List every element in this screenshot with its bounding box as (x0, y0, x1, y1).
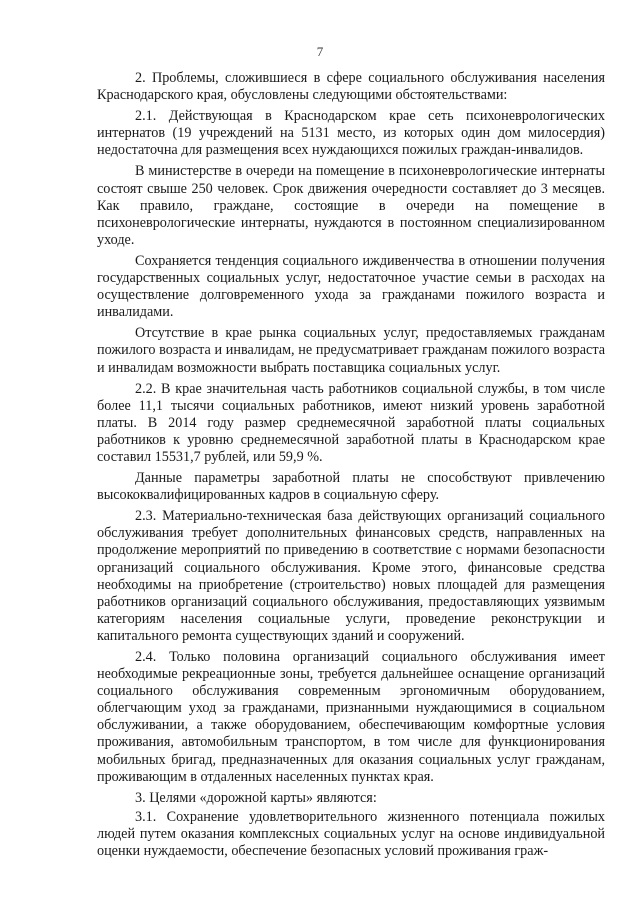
paragraph-2-4: 2.4. Только половина организаций социального обслуживания имеет необходимые рекреационные зоны, требуется дальнейшее оснащение организаций социального обслуживания современным эргономичным оборудованием, облегчающим уход за гражданами, признанными нуждающимися в социальном обслуживании, а также оборудованием, обеспечивающим комфортные условия проживания, автомобильным транспортом, в том числе для функционирования мобильных бригад, предназначенных для оказания социальных услуг гражданам, проживающим в отдаленных населенных пунктах края. (97, 649, 605, 785)
document-body (97, 70, 605, 864)
paragraph-2-1: 2.1. Действующая в Краснодарском крае сеть психоневрологических интернатов (19 учреждений на 5131 место, из которых один дом милосердия) недостаточна для размещения всех нуждающихся пожилых граждан-инвалидов. (97, 108, 605, 159)
paragraph-problems-intro: 2. Проблемы, сложившиеся в сфере социального обслуживания населения Краснодарского края, обусловлены следующими обстоятельствами: (97, 70, 605, 104)
page-number: 7 (316, 44, 324, 59)
paragraph-market: Отсутствие в крае рынка социальных услуг, предоставляемых гражданам пожилого возраста и инвалидам, не предусматривает гражданам пожилого возраста и инвалидам возможности выбрать поставщика социальных услуг. (97, 325, 605, 376)
paragraph-2-2: 2.2. В крае значительная часть работников социальной службы, в том числе более 11,1 тысячи социальных работников, имеют низкий уровень заработной платы. В 2014 году размер среднемесячной заработной платы социальных работников к уровню среднемесячной заработной платы в Краснодарском крае составил 15531,7 рублей, или 59,9 %. (97, 380, 605, 465)
paragraph-queue: В министерстве в очереди на помещение в психоневрологические интернаты состоят свыше 250 человек. Срок движения очередности составляет до 3 месяцев. Как правило, граждане, состоящие в очереди на помещение в психоневрологические интернаты, нуждаются в постоянном специализированном уходе. (97, 163, 605, 248)
paragraph-2-3: 2.3. Материально-техническая база действующих организаций социального обслуживания требует дополнительных финансовых средств, направленных на продолжение мероприятий по приведению в соответствие с нормами безопасности организаций социального обслуживания. Кроме этого, финансовые средства необходимы на приобретение (строительство) новых площадей для размещения работников организаций социального обслуживания, предоставляющих уязвимым категориям населения социальные услуги, проведение реконструкции и капитального ремонта существующих зданий и сооружений. (97, 508, 605, 644)
paragraph-dependency: Сохраняется тенденция социального иждивенчества в отношении получения государственных социальных услуг, недостаточное участие семьи в расходах на осуществление долговременного ухода за гражданами пожилого возраста и инвалидами. (97, 252, 605, 321)
paragraph-3-1: 3.1. Сохранение удовлетворительного жизненного потенциала пожилых людей путем оказания комплексных социальных услуг на основе индивидуальной оценки нуждаемости, обеспечение безопасных условий проживания граж- (97, 808, 605, 860)
paragraph-salary-params: Данные параметры заработной платы не способствуют привлечению высококвалифицированных кадров в социальную сферу. (97, 470, 605, 504)
paragraph-goals-heading: 3. Целями «дорожной карты» являются: (135, 789, 377, 806)
